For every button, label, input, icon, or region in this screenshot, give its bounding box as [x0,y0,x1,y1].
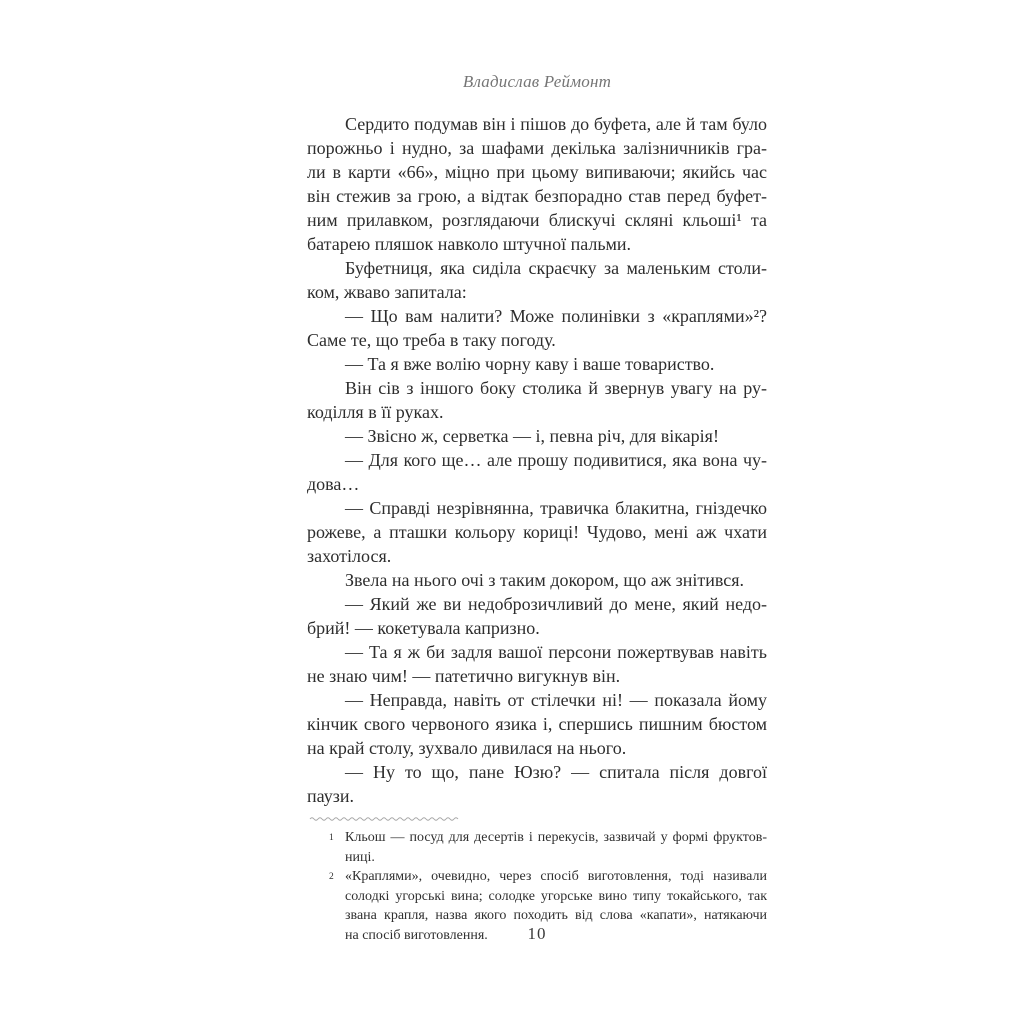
paragraph-dialogue [307,688,767,760]
page-number: 10 [527,924,547,943]
text-line: — Та я вже волію чорну каву і ваше товариство. [345,354,715,374]
paragraph [307,568,767,592]
text-line: — Який же ви недоброзичливий до мене, який недо- [345,594,767,614]
footnote [307,828,767,867]
text-line: не знаю чим! — патетично вигукнув він. [307,666,621,686]
paragraph-dialogue [307,760,767,808]
paragraph [307,256,767,304]
running-head-author: Владислав Реймонт [462,72,612,91]
text-line: — Ну то що, пане Юзю? — спитала після довгої паузи. [307,762,767,806]
paragraph-dialogue [307,304,767,352]
text-line: захотілося. [307,546,392,566]
footnote-line: солодкі угорські вина; солодке угорське вино типу токайського, так [345,888,767,904]
text-line: — Справді незрівнянна, травичка блакитна, гніздечко [345,498,767,518]
text-line: Буфетниця, яка сиділа скраєчку за маленьким столи- [345,258,767,278]
footnote-line: звана крапля, назва якого походить від слова «капати», натякаючи [345,908,767,923]
paragraph-dialogue [307,592,767,640]
text-line: — Що вам налити? Може полинівки з «краплями»²? [345,306,767,326]
footnote-text [345,828,767,867]
footnote-line: ниці. [345,849,375,865]
paragraph [307,112,767,256]
footnote-line: Кльош — посуд для десертів і перекусів, зазвичай у формі фруктов- [345,830,767,845]
text-line: — Звісно ж, серветка — і, певна річ, для вікарія! [345,426,719,446]
footnote-line: «Краплями», очевидно, через спосіб виготовлення, тоді називали [345,869,767,884]
text-line: — Для кого ще… але прошу подивитися, яка вона чу- [345,450,767,470]
text-line: коділля в її руках. [307,402,444,422]
text-line: рожеве, а пташки кольору кориці! Чудово, мені аж чхати [307,522,767,542]
text-line: дова… [307,474,360,494]
footnote-marker: 1 [329,833,334,843]
text-column [307,112,767,945]
text-line: батарею пляшок навколо штучної пальми. [307,234,632,254]
text-line: порожньо і нудно, за шафами декілька залізничників гра- [307,138,767,158]
footnote-marker: 2 [329,872,334,882]
text-line: він стежив за грою, а відтак безпорадно став перед буфет- [307,186,767,206]
text-line: ли в карти «66», міцно при цьому випиваючи; якийсь час [307,162,767,182]
footnote-divider-wavy-line [309,815,461,822]
text-line: ком, жваво запитала: [307,282,467,302]
text-line: брий! — кокетувала капризно. [307,618,540,638]
paragraph-dialogue [307,424,767,448]
text-line: Він сів з іншого боку столика й звернув увагу на ру- [345,378,767,398]
paragraph-dialogue [307,640,767,688]
text-line: Сердито подумав він і пішов до буфета, але й там було [345,114,767,134]
paragraph-dialogue [307,496,767,568]
paragraph [307,376,767,424]
paragraph-dialogue [307,352,767,376]
text-line: Саме те, що треба в таку погоду. [307,330,556,350]
text-line: — Неправда, навіть от стілечки ні! — показала йому [345,690,767,710]
paragraph-dialogue [307,448,767,496]
text-line: ним прилавком, розглядаючи блискучі скляні кльоші¹ та [307,210,767,230]
text-line: на край столу, зухвало дивилася на нього. [307,738,627,758]
text-line: кінчик свого червоного язика і, спершись пишним бюстом [307,714,767,734]
text-line: — Та я ж би задля вашої персони пожертвував навіть [345,642,767,662]
footnote-line: на спосіб виготовлення. [345,927,488,943]
text-line: Звела на нього очі з таким докором, що аж знітився. [345,570,745,590]
